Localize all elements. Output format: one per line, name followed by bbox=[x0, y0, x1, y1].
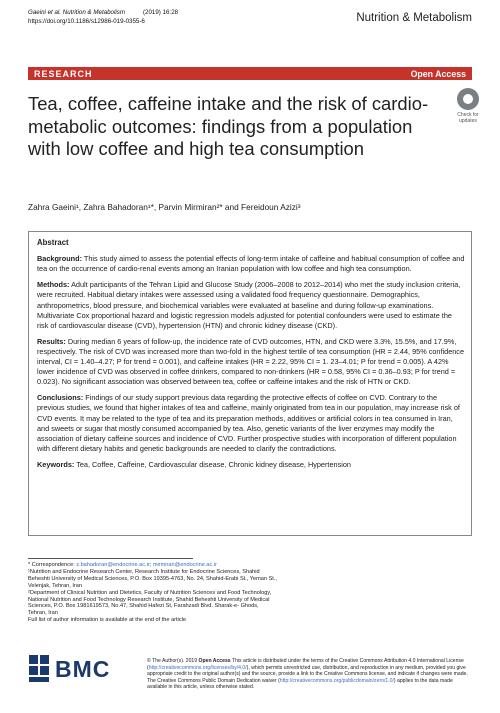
keywords: Keywords: Tea, Coffee, Caffeine, Cardiovascular disease, Chronic kidney disease, Hypertension bbox=[37, 459, 351, 469]
article-title: Tea, coffee, caffeine intake and the risk of cardio-metabolic outcomes: findings from a population with low coffee and high tea consumption bbox=[28, 93, 429, 160]
check-for-updates-badge[interactable] bbox=[453, 88, 483, 128]
affiliation-2: ²Department of Clinical Nutrition and Dietetics, Faculty of Nutrition Sciences and Food Technology, National Nutrition and Food Technology Research Institute, Shahid Beheshti University of Medical Sciences, P.O. Box 1981619573, No.47, Shahid Hafezi St, Farahzadi Blvd. Sharak-e- Ghods, Tehran, Iran bbox=[28, 589, 272, 617]
year-page: (2019) 16:28 bbox=[142, 9, 179, 16]
section-label: RESEARCH bbox=[34, 68, 93, 79]
crossmark-icon bbox=[457, 88, 479, 110]
author-info-note: Full list of author information is available at the end of the article bbox=[28, 617, 186, 624]
abstract-background: Background: This study aimed to assess the potential effects of long-term intake of caffeine and habitual consumption of coffee and tea on the occurrence of cardio-renal events among an Iranian population with low coffee and high tea consumption. bbox=[37, 254, 465, 274]
abstract-conclusions: Conclusions: Findings of our study support previous data regarding the protective effects of coffee on CVD. Contrary to the previous studies, we found that higher intakes of tea and caffeine, mainly originated from tea in our population, may increase risk of CVD events. It may be related to the type of tea and its preparation methods, additives or artificial colors in tea consumed in Iran, and sweets or sugar that mostly consumed accompanied by tea. Also, genetic variants of the liver enzymes may modify the association of dietary caffeine sources and incidence of CVD. Further prospective studies with incorporation of different population with different dietary habits and genetic backgrounds are needed to clarify the contradictions. bbox=[37, 393, 460, 454]
affiliation-1: ¹Nutrition and Endocrine Research Center, Research Institute for Endocrine Sciences, Shahid Beheshti University of Medical Sciences, P.O. Box 19395-4763, No. 24, Shahid-Erabi St., Yeman St., Velenjak, Tehran, Iran bbox=[28, 568, 277, 589]
author-list: Zahra Gaeini¹, Zahra Bahadoran¹*, Parvin Mirmiran²* and Fereidoun Azizi³ bbox=[28, 202, 301, 212]
bmc-mark-icon bbox=[28, 654, 50, 684]
abstract-box bbox=[28, 231, 472, 536]
bmc-wordmark: BMC bbox=[55, 656, 111, 682]
license-link-cc0[interactable]: http://creativecommons.org/publicdomain/zero/1.0/ bbox=[279, 677, 394, 684]
citation: Gaeini et al. Nutrition & Metabolism bbox=[28, 9, 125, 16]
badge-line1: Check for bbox=[457, 112, 479, 118]
doi-link[interactable]: https://doi.org/10.1186/s12986-019-0355-6 bbox=[28, 17, 145, 25]
license-link-cc-by[interactable]: http://creativecommons.org/licenses/by/4.0/ bbox=[148, 664, 247, 671]
abstract-results: Results: During median 6 years of follow-up, the incidence rate of CVD outcomes, HTN, and CKD were 3.3%, 15.5%, and 17.9%, respectively. The risk of CVD was increased more than two-fold in the highest tertile of tea consumption (HR = 2.44, 95% confidence interval, CI = 1.40–4.27; P for trend = 0.001), and caffeine intakes (HR = 2.22, 95% CI = 1. 23–4.01; P for trend = 0.005). A 42% lower incidence of CVD was observed in coffee drinkers, compared to non-drinkers (HR = 0.58, 95% CI = 0.36–0.93; P for trend = 0.023). No significant association was observed between tea, coffee or caffeine intakes and the risk of HTN or CKD. bbox=[37, 336, 465, 387]
open-access-label: Open Access bbox=[410, 68, 466, 79]
abstract-heading: Abstract bbox=[37, 238, 69, 247]
footnote-divider bbox=[28, 558, 193, 559]
email-link-2[interactable]: mirmiran@endocrine.ac.ir bbox=[152, 562, 217, 568]
footnotes bbox=[28, 562, 278, 624]
email-link-1[interactable]: z.bahadoran@endocrine.ac.ir bbox=[76, 562, 150, 568]
badge-line2: updates bbox=[459, 118, 477, 124]
bmc-logo bbox=[28, 654, 148, 688]
abstract-methods: Methods: Adult participants of the Tehran Lipid and Glucose Study (2006–2008 to 2012–2014) who met the study inclusion criteria, were recruited. Habitual dietary intakes were assessed using a validated food frequency questionnaire. Demographics, anthropometrics, blood pressure, and biochemical variables were evaluated at baseline and during follow-up examinations. Multivariate Cox proportional hazard and logistic regression models adjusted for potential confounders were used to estimate the risk of cardiovascular disease (CVD), hypertension (HTN) and chronic kidney disease (CKD). bbox=[37, 280, 461, 330]
correspondence: * Correspondence: z.bahadoran@endocrine.ac.ir; mirmiran@endocrine.ac.ir bbox=[28, 562, 217, 568]
section-banner bbox=[28, 67, 472, 80]
journal-name: Nutrition & Metabolism bbox=[356, 12, 472, 24]
running-header bbox=[28, 9, 178, 26]
license-statement: © The Author(s). 2019 Open Access This article is distributed under the terms of the Creative Commons Attribution 4.0 International License (http://creativecommons.org/licenses/by/4.0/), which permits unrestricted use, distribution, and reproduction in any medium, provided you give appropriate credit to the original author(s) and the source, provide a link to the Creative Commons license, and indicate if changes were made. The Creative Commons Public Domain Dedication waiver (http://creativecommons.org/publicdomain/zero/1.0/) applies to the data made available in this article, unless otherwise stated. bbox=[147, 658, 468, 691]
